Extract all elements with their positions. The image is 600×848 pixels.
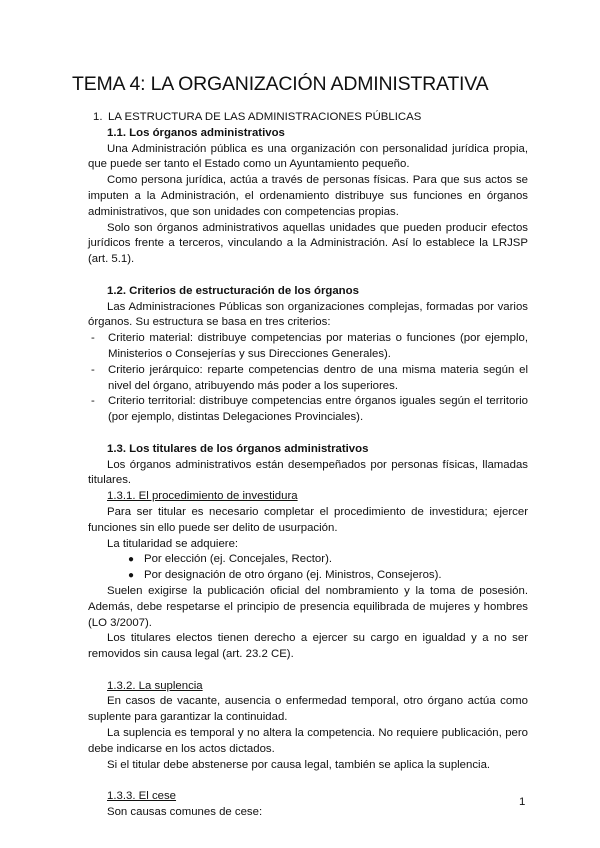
dash-marker: - — [91, 363, 95, 376]
page-number: 1 — [519, 796, 526, 808]
list-item: - Criterio jerárquico: reparte competencias dentro de una misma materia según el nivel del órgano, atribuyendo más poder a los superiores. — [91, 363, 528, 392]
section-1-title: LA ESTRUCTURA DE LAS ADMINISTRACIONES PÚBLICAS — [108, 111, 422, 123]
list-item: ● Por designación de otro órgano (ej. Ministros, Consejeros). — [88, 568, 528, 584]
subsection-1-3-1-heading: 1.3.1. El procedimiento de investidura — [107, 490, 298, 503]
paragraph: Para ser titular es necesario completar el procedimiento de investidura; ejercer funciones sin ello puede ser delito de usurpación. — [88, 505, 528, 534]
list-item: ● Por elección (ej. Concejales, Rector). — [88, 552, 528, 568]
list-item: - Criterio material: distribuye competencias por materias o funciones (por ejemplo, Ministerios o Consejerías y sus Direcciones Generales). — [91, 332, 528, 360]
subsection-1-3-3-heading: 1.3.3. El cese — [107, 790, 177, 803]
bullet-dot-icon: ● — [128, 554, 135, 566]
paragraph: Las Administraciones Públicas son organizaciones complejas, formadas por varios órganos. Su estructura se basa en tres criterios: — [88, 300, 528, 329]
subsection-1-3-heading: 1.3. Los titulares de los órganos administrativos — [107, 442, 369, 455]
subsection-1-3-2-heading: 1.3.2. La suplencia — [107, 679, 203, 692]
paragraph: La titularidad se adquiere: — [107, 537, 239, 550]
paragraph: La suplencia es temporal y no altera la competencia. No requiere publicación, pero debe indicarse en los actos dictados. — [88, 727, 528, 755]
document-body — [88, 110, 528, 821]
document-title: TEMA 4: LA ORGANIZACIÓN ADMINISTRATIVA — [72, 73, 489, 95]
section-1-number: 1. — [93, 111, 103, 123]
list-item: - Criterio territorial: distribuye competencias entre órganos iguales según el territorio (por ejemplo, distintas Delegaciones Provinciales). — [91, 395, 528, 424]
paragraph: Suelen exigirse la publicación oficial del nombramiento y la toma de posesión. Además, debe respetarse el principio de presencia equilibrada de mujeres y hombres (LO 3/2007). — [88, 584, 528, 629]
paragraph: Si el titular debe abstenerse por causa legal, también se aplica la suplencia. — [107, 758, 491, 771]
paragraph: Una Administración pública es una organización con personalidad jurídica propia, que puede ser tanto el Estado como un Ayuntamiento pequeño. — [88, 142, 528, 171]
bullet-dot-icon: ● — [128, 570, 135, 582]
paragraph: Los órganos administrativos están desempeñados por personas físicas, llamadas titulares. — [88, 458, 528, 487]
paragraph: Son causas comunes de cese: — [107, 806, 263, 819]
dash-marker: - — [91, 395, 95, 408]
subsection-1-1-heading: 1.1. Los órganos administrativos — [107, 126, 285, 139]
paragraph: Los titulares electos tienen derecho a ejercer su cargo en igualdad y a no ser removidos sin causa legal (art. 23.2 CE). — [88, 632, 528, 661]
paragraph: Como persona jurídica, actúa a través de personas físicas. Para que sus actos se imputen a la Administración, el ordenamiento distribuye sus funciones en órganos administrativos, que son unidades con competencias propias. — [88, 174, 528, 218]
dash-marker: - — [91, 332, 95, 345]
section-1-heading — [88, 110, 528, 126]
paragraph: Solo son órganos administrativos aquellas unidades que pueden producir efectos jurídicos frente a terceros, vinculando a la Administración. Así lo establece la LRJSP (art. 5.1). — [88, 221, 528, 266]
paragraph: En casos de vacante, ausencia o enfermedad temporal, otro órgano actúa como suplente para garantizar la continuidad. — [88, 695, 528, 724]
subsection-1-2-heading: 1.2. Criterios de estructuración de los órganos — [107, 284, 359, 297]
